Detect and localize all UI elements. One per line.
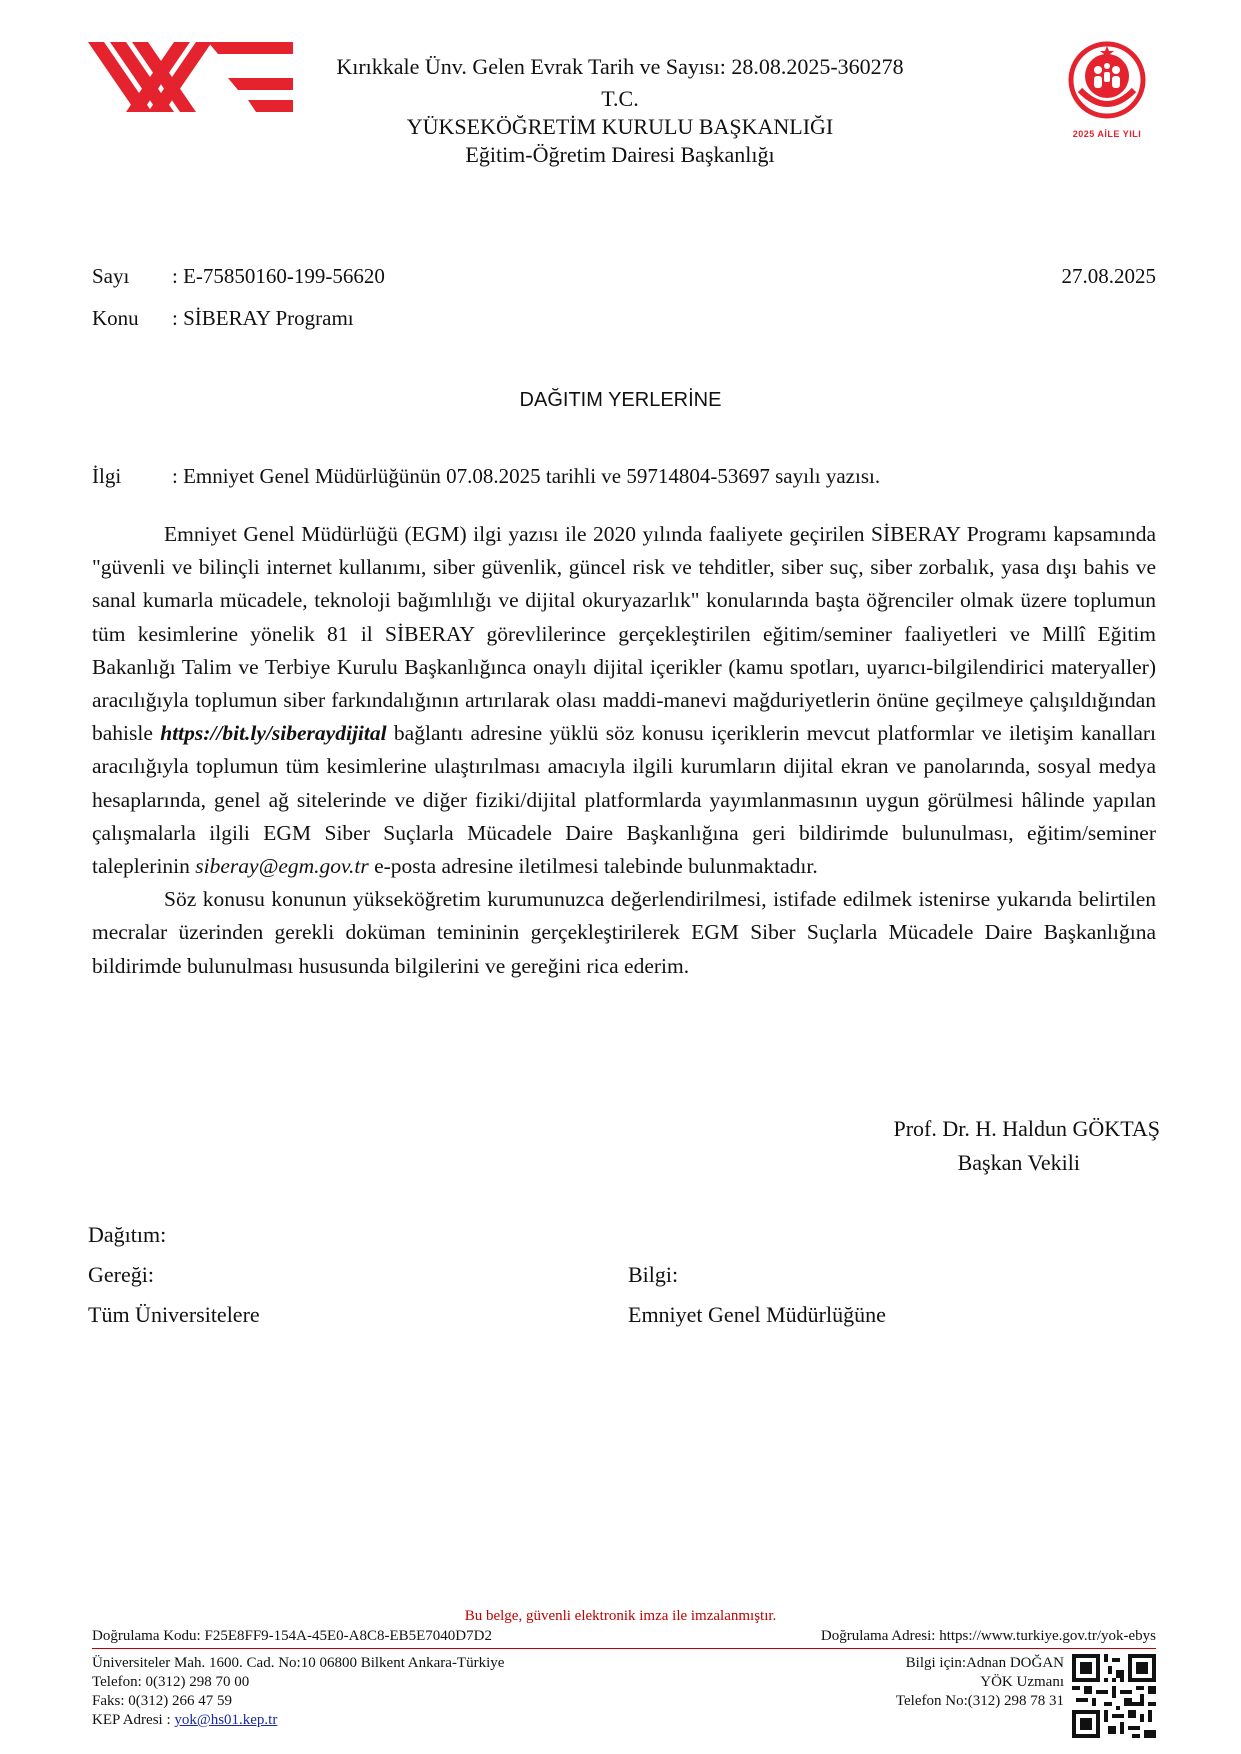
- footer-kep: [92, 1711, 277, 1730]
- document-date: 27.08.2025: [1061, 264, 1156, 288]
- family-year-emblem-icon: [1052, 40, 1162, 120]
- signatory-name: Prof. Dr. H. Haldun GÖKTAŞ: [893, 1116, 1160, 1141]
- letter-body: [92, 518, 1156, 983]
- footer-fax: Faks: 0(312) 266 47 59: [92, 1693, 232, 1709]
- konu-value: : SİBERAY Programı: [172, 306, 354, 330]
- sayi-label: Sayı: [92, 264, 130, 288]
- institution-title: YÜKSEKÖĞRETİM KURULU BAŞKANLIĞI: [406, 114, 834, 139]
- addressee: DAĞITIM YERLERİNE: [519, 389, 722, 411]
- qr-code-icon: [1072, 1654, 1156, 1738]
- kep-link[interactable]: yok@hs01.kep.tr: [174, 1712, 278, 1728]
- department-title: Eğitim-Öğretim Dairesi Başkanlığı: [465, 142, 775, 167]
- family-year-logo: [1052, 40, 1162, 140]
- konu-label: Konu: [92, 306, 139, 330]
- body-paragraph-2: Söz konusu konunun yükseköğretim kurumunuzca değerlendirilmesi, istifade edilmek istenirse yukarıda belirtilen mecralar üzerinden gerekli doküman temininin gerçekleştirilerek EGM Siber Suçlarla Mücadele Daire Başkanlığına bildirimde bulunulması hususunda bilgilerini ve gereğini rica ederim.: [92, 887, 1156, 978]
- ilgi-value: : Emniyet Genel Müdürlüğünün 07.08.2025 tarihli ve 59714804-53697 sayılı yazısı.: [172, 464, 881, 488]
- siberay-link[interactable]: https://bit.ly/siberaydijital: [160, 721, 387, 746]
- family-year-caption: 2025 AİLE YILI: [1072, 129, 1142, 139]
- footer-phone: Telefon: 0(312) 298 70 00: [92, 1674, 250, 1690]
- geregi-label: Gereği:: [88, 1262, 154, 1287]
- country-line: T.C.: [601, 86, 639, 111]
- kep-label: KEP Adresi :: [92, 1712, 175, 1728]
- info-phone: Telefon No:(312) 298 78 31: [895, 1693, 1064, 1709]
- body-p1-part2: bağlantı adresine yüklü söz konusu içeriklerin mevcut platformlar ve iletişim kanalları aracılığıyla toplumun tüm kesimlerine ulaştırılması amacıyla ilgili kurumların dijital ekran ve panolarında, sosyal medya hesaplarında, genel ağ sitelerinde ve diğer fiziki/dijital platformlarda yayımlanmasının uygun görülmesi hâlinde yapılan çalışmalarla ilgili EGM Siber Suçlarla Mücadele Daire Başkanlığına geri bildirimde bulunulması, eğitim/seminer taleplerinin: [92, 721, 1157, 879]
- info-title: YÖK Uzmanı: [980, 1674, 1064, 1690]
- body-p1-part1: Emniyet Genel Müdürlüğü (EGM) ilgi yazısı ile 2020 yılında faaliyete geçirilen SİBERAY Programı kapsamında "güvenli ve bilinçli internet kullanımı, siber güvenlik, güncel risk ve tehditler, siber suç, siber zorbalık, yasa dışı bahis ve sanal kumarla mücadele, teknoloji bağımlılığı ve dijital okuryazarlık" konularında başta öğrenciler olmak üzere toplumun tüm kesimlerine yönelik 81 il SİBERAY görevlilerince gerçekleştirilen eğitim/seminer faaliyetleri ve Millî Eğitim Bakanlığı Talim ve Terbiye Kurulu Başkanlığınca onaylı dijital içerikler (kamu spotları, uyarıcı-bilgilendirici materyaller) aracılığıyla toplumun siber farkındalığının artırılarak olası maddi-manevi mağduriyetlerin önüne geçilmeye çalışıldığından bahisle: [92, 522, 1156, 746]
- distribution-label: Dağıtım:: [88, 1222, 167, 1247]
- esign-notice: Bu belge, güvenli elektronik imza ile imzalanmıştır.: [464, 1608, 777, 1624]
- footer-address: Üniversiteler Mah. 1600. Cad. No:10 06800 Bilkent Ankara-Türkiye: [92, 1655, 505, 1671]
- verification-address[interactable]: Doğrulama Adresi: https://www.turkiye.gov.tr/yok-ebys: [820, 1628, 1156, 1644]
- sayi-value: : E-75850160-199-56620: [172, 264, 385, 288]
- ilgi-label: İlgi: [92, 464, 122, 488]
- body-p1-part3: e-posta adresine iletilmesi talebinde bulunmaktadır.: [374, 854, 818, 879]
- signatory-title: Başkan Vekili: [957, 1150, 1080, 1175]
- siberay-email[interactable]: siberay@egm.gov.tr: [195, 854, 369, 879]
- body-paragraph-1: [92, 518, 1156, 883]
- bilgi-value: Emniyet Genel Müdürlüğüne: [628, 1302, 886, 1327]
- verification-code: Doğrulama Kodu: F25E8FF9-154A-45E0-A8C8-EB5E7040D7D2: [92, 1628, 492, 1644]
- bilgi-label: Bilgi:: [628, 1262, 679, 1287]
- incoming-stamp: Kırıkkale Ünv. Gelen Evrak Tarih ve Sayısı: 28.08.2025-360278: [336, 54, 904, 79]
- info-contact: Bilgi için:Adnan DOĞAN: [905, 1655, 1064, 1671]
- footer-divider: [92, 1648, 1156, 1649]
- geregi-value: Tüm Üniversitelere: [88, 1302, 260, 1327]
